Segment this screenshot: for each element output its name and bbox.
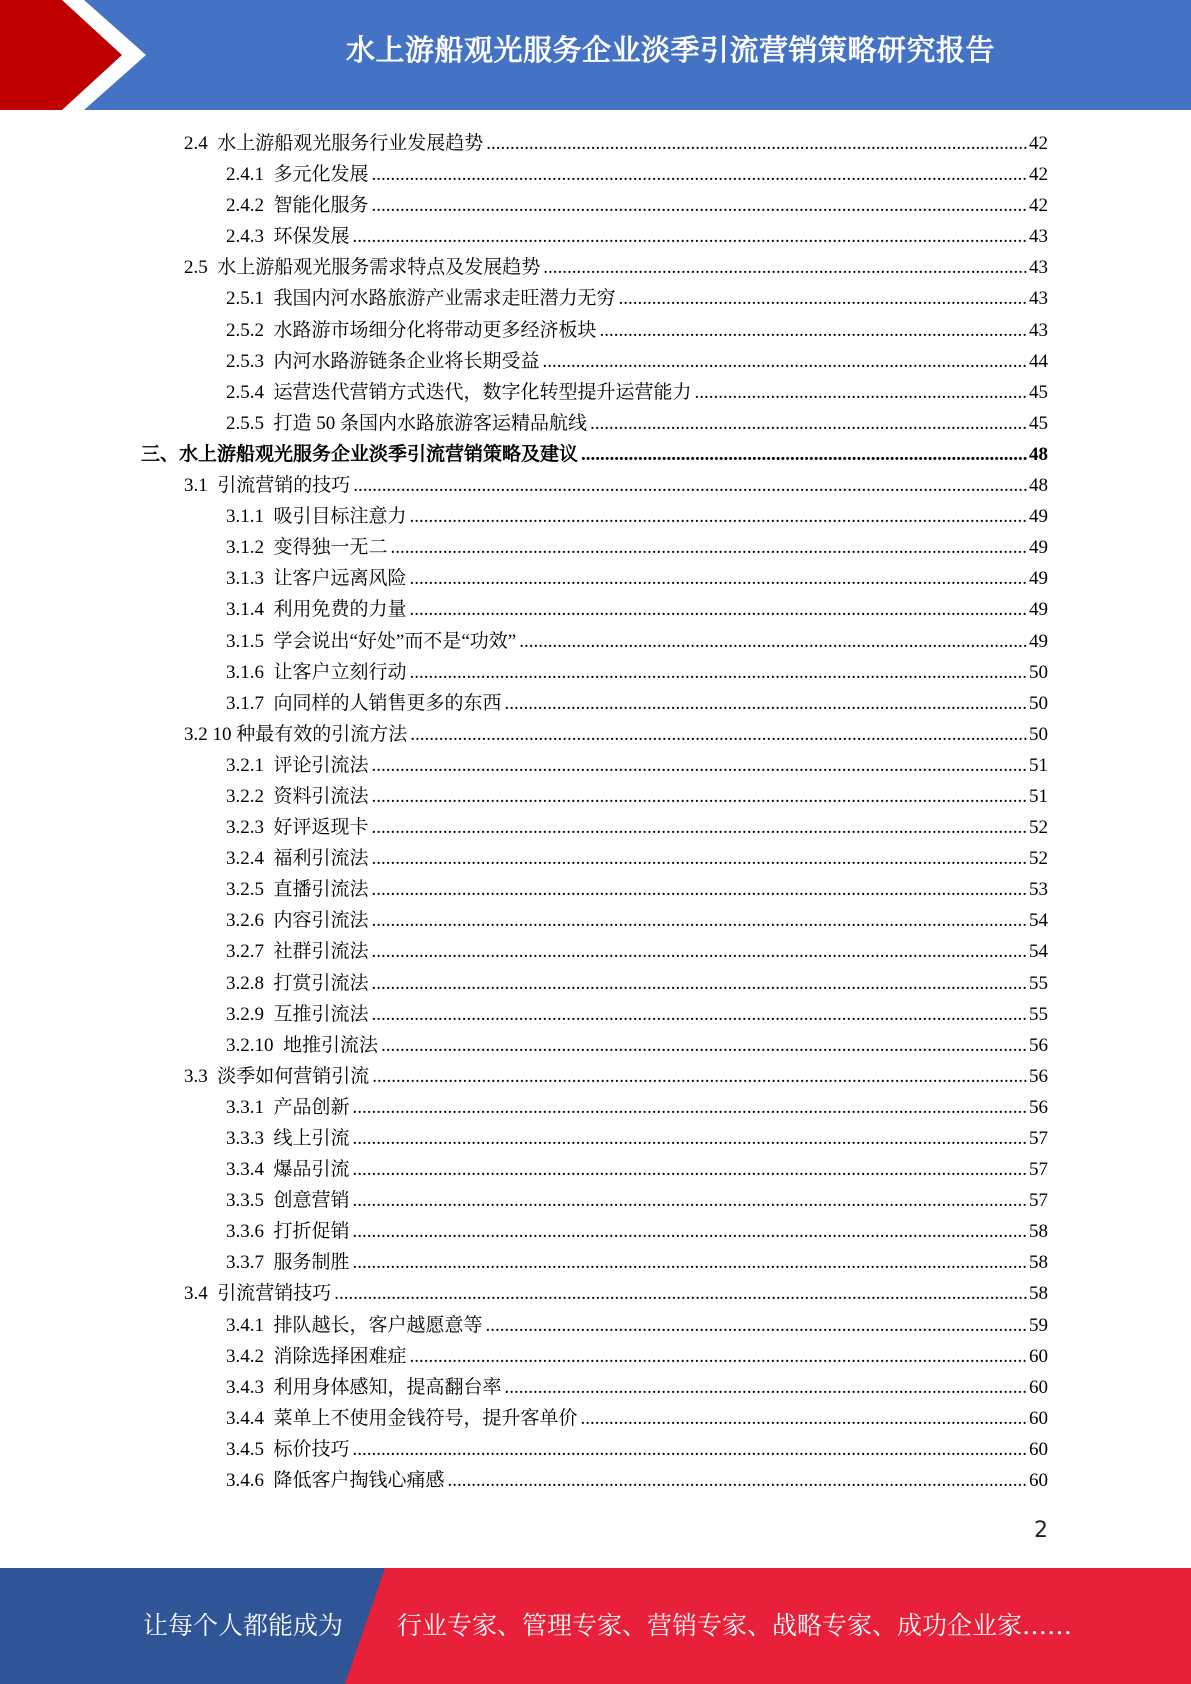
toc-entry-page: 44 xyxy=(1029,350,1048,372)
toc-entry-page: 49 xyxy=(1029,599,1048,621)
toc-entry-page: 48 xyxy=(1029,475,1048,497)
toc-dot-leader xyxy=(505,1372,1028,1403)
toc-dot-leader xyxy=(410,594,1028,625)
toc-subsection-entry[interactable] xyxy=(0,843,1191,874)
toc-dot-leader xyxy=(581,439,1028,470)
toc-dot-leader xyxy=(372,812,1028,843)
toc-entry-label: 2.5.1 我国内河水路旅游产业需求走旺潜力无穷 xyxy=(226,288,616,310)
toc-dot-leader xyxy=(410,1341,1028,1372)
toc-entry-label: 3.4.5 标价技巧 xyxy=(226,1438,350,1460)
toc-entry-page: 49 xyxy=(1029,568,1048,590)
toc-entry-label: 3.1.6 让客户立刻行动 xyxy=(226,661,407,683)
toc-entry-label: 2.4.2 智能化服务 xyxy=(226,195,369,217)
toc-dot-leader xyxy=(600,315,1028,346)
toc-subsection-entry[interactable] xyxy=(0,781,1191,812)
toc-dot-leader xyxy=(381,1030,1028,1061)
toc-dot-leader xyxy=(372,968,1028,999)
toc-entry-label: 3.3.7 服务制胜 xyxy=(226,1252,350,1274)
toc-entry-page: 60 xyxy=(1029,1470,1048,1492)
toc-subsection-entry[interactable] xyxy=(0,408,1191,439)
toc-entry-label: 3.2.3 好评返现卡 xyxy=(226,817,369,839)
toc-subsection-entry[interactable] xyxy=(0,1372,1191,1403)
toc-entry-page: 59 xyxy=(1029,1314,1048,1336)
toc-dot-leader xyxy=(353,221,1028,252)
toc-entry-page: 52 xyxy=(1029,817,1048,839)
toc-entry-page: 55 xyxy=(1029,1003,1048,1025)
toc-subsection-entry[interactable] xyxy=(0,346,1191,377)
toc-subsection-entry[interactable] xyxy=(0,315,1191,346)
toc-entry-label: 3.4.6 降低客户掏钱心痛感 xyxy=(226,1470,445,1492)
toc-subsection-entry[interactable] xyxy=(0,1216,1191,1247)
toc-entry-label: 3.1.1 吸引目标注意力 xyxy=(226,506,407,528)
toc-dot-leader xyxy=(372,159,1028,190)
toc-dot-leader xyxy=(372,874,1028,905)
toc-dot-leader xyxy=(353,1247,1028,1278)
toc-entry-page: 56 xyxy=(1029,1096,1048,1118)
toc-dot-leader xyxy=(590,408,1028,439)
toc-dot-leader xyxy=(372,1061,1028,1092)
toc-entry-label: 3.4.2 消除选择困难症 xyxy=(226,1345,407,1367)
toc-dot-leader xyxy=(581,1403,1028,1434)
toc-entry-page: 58 xyxy=(1029,1252,1048,1274)
toc-entry-label: 3.2.8 打赏引流法 xyxy=(226,972,369,994)
toc-entry-page: 54 xyxy=(1029,941,1048,963)
toc-subsection-entry[interactable] xyxy=(0,1247,1191,1278)
toc-dot-leader xyxy=(486,1310,1028,1341)
toc-entry-page: 49 xyxy=(1029,537,1048,559)
toc-entry-label: 3.2 10 种最有效的引流方法 xyxy=(184,723,408,745)
toc-entry-label: 2.5.3 内河水路游链条企业将长期受益 xyxy=(226,350,540,372)
toc-entry-label: 3.1.2 变得独一无二 xyxy=(226,537,388,559)
page-number: 2 xyxy=(1034,1518,1048,1543)
toc-entry-page: 49 xyxy=(1029,506,1048,528)
toc-entry-page: 49 xyxy=(1029,630,1048,652)
toc-subsection-entry[interactable] xyxy=(0,501,1191,532)
toc-dot-leader xyxy=(372,750,1028,781)
toc-dot-leader xyxy=(353,1154,1028,1185)
toc-dot-leader xyxy=(372,999,1028,1030)
page-header xyxy=(0,0,1191,110)
toc-dot-leader xyxy=(695,377,1028,408)
toc-entry-label: 3.3.3 线上引流 xyxy=(226,1128,350,1149)
toc-entry-label: 3.2.6 内容引流法 xyxy=(226,910,369,932)
toc-entry-label: 3.2.7 社群引流法 xyxy=(226,941,369,963)
toc-entry-page: 54 xyxy=(1029,910,1048,932)
toc-subsection-entry[interactable] xyxy=(0,190,1191,221)
toc-dot-leader xyxy=(448,1465,1028,1496)
toc-dot-leader xyxy=(543,346,1028,377)
toc-subsection-entry[interactable] xyxy=(0,159,1191,190)
toc-entry-page: 51 xyxy=(1029,754,1048,776)
toc-dot-leader xyxy=(619,283,1028,314)
toc-subsection-entry[interactable] xyxy=(0,657,1191,688)
toc-subsection-entry[interactable] xyxy=(0,1310,1191,1341)
toc-entry-label: 3.1.3 让客户远离风险 xyxy=(226,568,407,590)
toc-entry-label: 3.3.6 打折促销 xyxy=(226,1221,350,1243)
toc-subsection-entry[interactable] xyxy=(0,1092,1191,1123)
toc-dot-leader xyxy=(353,1123,1028,1154)
toc-entry-label: 2.5.2 水路游市场细分化将带动更多经济板块 xyxy=(226,319,597,341)
toc-subsection-entry[interactable] xyxy=(0,905,1191,936)
toc-subsection-entry[interactable] xyxy=(0,594,1191,625)
toc-subsection-entry[interactable] xyxy=(0,1465,1191,1496)
toc-dot-leader xyxy=(353,470,1028,501)
toc-subsection-entry[interactable] xyxy=(0,377,1191,408)
toc-dot-leader xyxy=(519,626,1028,657)
toc-entry-page: 57 xyxy=(1029,1128,1048,1149)
toc-entry-label: 3.2.9 互推引流法 xyxy=(226,1003,369,1025)
toc-section-entry[interactable] xyxy=(0,1278,1191,1309)
toc-dot-leader xyxy=(486,128,1028,159)
toc-dot-leader xyxy=(410,501,1028,532)
footer-slogan-right: 行业专家、管理专家、营销专家、战略专家、成功企业家…… xyxy=(397,1611,1073,1640)
toc-section-entry[interactable] xyxy=(0,128,1191,159)
toc-entry-page: 50 xyxy=(1029,661,1048,683)
toc-dot-leader xyxy=(353,1185,1028,1216)
toc-entry-label: 3.4.4 菜单上不使用金钱符号，提升客单价 xyxy=(226,1407,578,1429)
toc-subsection-entry[interactable] xyxy=(0,874,1191,905)
toc-entry-page: 43 xyxy=(1029,257,1048,279)
toc-entry-label: 3.2.4 福利引流法 xyxy=(226,848,369,870)
toc-entry-page: 43 xyxy=(1029,319,1048,341)
toc-entry-page: 57 xyxy=(1029,1159,1048,1181)
toc-entry-label: 3.2.10 地推引流法 xyxy=(226,1034,379,1056)
toc-subsection-entry[interactable] xyxy=(0,1154,1191,1185)
toc-dot-leader xyxy=(372,843,1028,874)
toc-entry-page: 50 xyxy=(1029,723,1048,745)
toc-entry-label: 2.5 水上游船观光服务需求特点及发展趋势 xyxy=(184,257,541,279)
toc-entry-page: 42 xyxy=(1029,164,1048,186)
toc-dot-leader xyxy=(410,719,1028,750)
toc-entry-label: 2.4.1 多元化发展 xyxy=(226,164,369,186)
toc-section-entry[interactable] xyxy=(0,252,1191,283)
toc-subsection-entry[interactable] xyxy=(0,283,1191,314)
toc-dot-leader xyxy=(505,688,1028,719)
toc-subsection-entry[interactable] xyxy=(0,968,1191,999)
document-title: 水上游船观光服务企业淡季引流营销策略研究报告 xyxy=(345,33,995,67)
toc-subsection-entry[interactable] xyxy=(0,750,1191,781)
toc-entry-label: 3.4 引流营销技巧 xyxy=(184,1283,332,1305)
toc-subsection-entry[interactable] xyxy=(0,936,1191,967)
toc-entry-page: 56 xyxy=(1029,1065,1048,1087)
toc-subsection-entry[interactable] xyxy=(0,999,1191,1030)
toc-subsection-entry[interactable] xyxy=(0,532,1191,563)
toc-entry-page: 45 xyxy=(1029,412,1048,434)
toc-subsection-entry[interactable] xyxy=(0,1434,1191,1465)
toc-chapter-entry[interactable] xyxy=(0,439,1191,470)
toc-dot-leader xyxy=(543,252,1028,283)
toc-entry-label: 3.1.4 利用免费的力量 xyxy=(226,599,407,621)
toc-subsection-entry[interactable] xyxy=(0,1185,1191,1216)
toc-entry-page: 50 xyxy=(1029,692,1048,714)
toc-section-entry[interactable] xyxy=(0,1061,1191,1092)
toc-dot-leader xyxy=(334,1278,1028,1309)
toc-dot-leader xyxy=(353,1434,1028,1465)
toc-dot-leader xyxy=(391,532,1028,563)
toc-entry-page: 51 xyxy=(1029,785,1048,807)
toc-dot-leader xyxy=(372,936,1028,967)
toc-entry-label: 3.3.5 创意营销 xyxy=(226,1190,350,1212)
toc-entry-page: 58 xyxy=(1029,1221,1048,1243)
toc-entry-page: 55 xyxy=(1029,972,1048,994)
toc-entry-page: 52 xyxy=(1029,848,1048,870)
toc-dot-leader xyxy=(410,657,1028,688)
toc-section-entry[interactable] xyxy=(0,470,1191,501)
toc-entry-label: 2.5.4 运营迭代营销方式迭代，数字化转型提升运营能力 xyxy=(226,381,692,403)
toc-entry-label: 3.3.4 爆品引流 xyxy=(226,1159,350,1181)
toc-section-entry[interactable] xyxy=(0,719,1191,750)
toc-entry-page: 42 xyxy=(1029,133,1048,154)
toc-entry-label: 3.1.5 学会说出“好处”而不是“功效” xyxy=(226,630,517,652)
toc-entry-label: 3.2.1 评论引流法 xyxy=(226,754,369,776)
toc-entry-page: 60 xyxy=(1029,1407,1048,1429)
footer-slogan-left: 让每个人都能成为 xyxy=(143,1611,344,1640)
toc-entry-label: 3.4.3 利用身体感知，提高翻台率 xyxy=(226,1376,502,1398)
toc-subsection-entry[interactable] xyxy=(0,563,1191,594)
toc-entry-label: 2.4.3 环保发展 xyxy=(226,226,350,248)
page-footer xyxy=(0,1568,1191,1684)
toc-entry-page: 60 xyxy=(1029,1376,1048,1398)
toc-subsection-entry[interactable] xyxy=(0,1341,1191,1372)
toc-dot-leader xyxy=(372,905,1028,936)
toc-dot-leader xyxy=(353,1216,1028,1247)
toc-entry-page: 42 xyxy=(1029,195,1048,217)
toc-entry-page: 60 xyxy=(1029,1438,1048,1460)
toc-subsection-entry[interactable] xyxy=(0,688,1191,719)
toc-entry-label: 3.3 淡季如何营销引流 xyxy=(184,1065,370,1087)
toc-entry-page: 48 xyxy=(1029,443,1048,465)
toc-subsection-entry[interactable] xyxy=(0,812,1191,843)
toc-dot-leader xyxy=(353,1092,1028,1123)
toc-entry-label: 3.4.1 排队越长，客户越愿意等 xyxy=(226,1314,483,1336)
table-of-contents xyxy=(0,128,1191,1496)
toc-entry-page: 60 xyxy=(1029,1345,1048,1367)
toc-entry-label: 3.1.7 向同样的人销售更多的东西 xyxy=(226,692,502,714)
toc-entry-page: 56 xyxy=(1029,1034,1048,1056)
toc-entry-label: 3.3.1 产品创新 xyxy=(226,1096,350,1118)
toc-entry-label: 3.2.2 资料引流法 xyxy=(226,785,369,807)
toc-dot-leader xyxy=(372,781,1028,812)
toc-subsection-entry[interactable] xyxy=(0,1403,1191,1434)
toc-subsection-entry[interactable] xyxy=(0,221,1191,252)
toc-entry-page: 43 xyxy=(1029,288,1048,310)
toc-entry-label: 3.1 引流营销的技巧 xyxy=(184,475,351,497)
toc-entry-label: 3.2.5 直播引流法 xyxy=(226,879,369,901)
toc-subsection-entry[interactable] xyxy=(0,1030,1191,1061)
toc-entry-page: 57 xyxy=(1029,1190,1048,1212)
toc-entry-label: 2.4 水上游船观光服务行业发展趋势 xyxy=(184,133,484,154)
toc-subsection-entry[interactable] xyxy=(0,626,1191,657)
toc-entry-page: 43 xyxy=(1029,226,1048,248)
toc-dot-leader xyxy=(372,190,1028,221)
toc-subsection-entry[interactable] xyxy=(0,1123,1191,1154)
toc-entry-page: 53 xyxy=(1029,879,1048,901)
toc-entry-label: 三、水上游船观光服务企业淡季引流营销策略及建议 xyxy=(141,443,579,465)
toc-entry-page: 58 xyxy=(1029,1283,1048,1305)
toc-dot-leader xyxy=(410,563,1028,594)
toc-entry-label: 2.5.5 打造 50 条国内水路旅游客运精品航线 xyxy=(226,412,588,434)
toc-entry-page: 45 xyxy=(1029,381,1048,403)
